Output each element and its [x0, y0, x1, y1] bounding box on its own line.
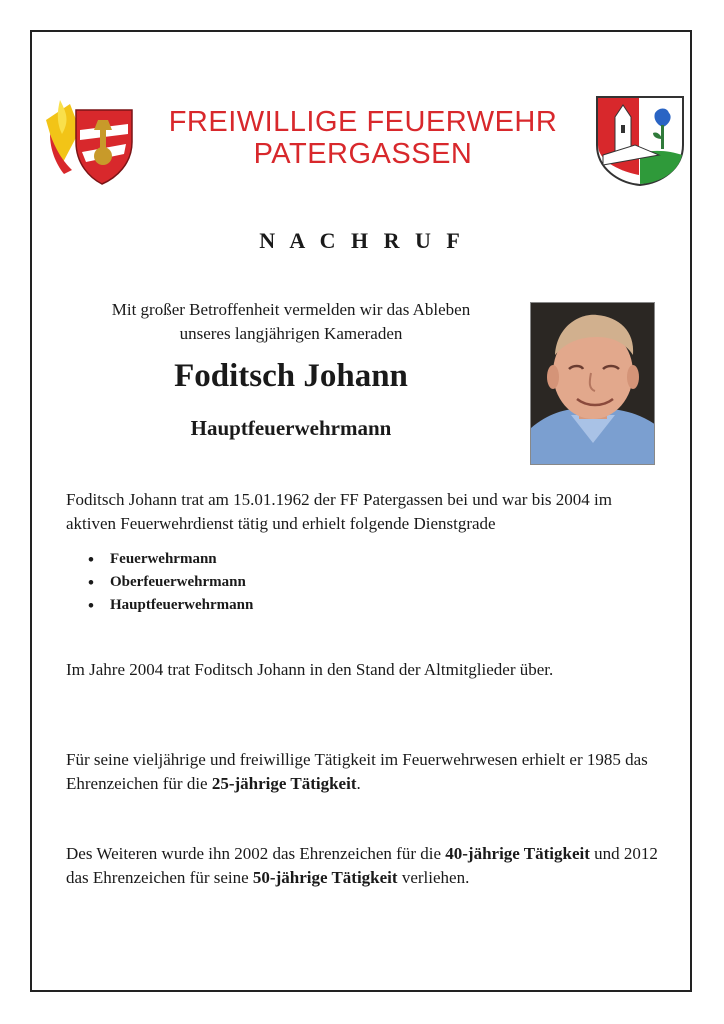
honor-paragraph-1985	[66, 748, 666, 796]
notice-heading: N A C H R U F	[259, 228, 465, 253]
deceased-name: Foditsch Johann	[174, 358, 408, 394]
honor-text: und 2012 das Ehrenzeichen für seine	[66, 844, 658, 887]
fire-brigade-emblem-icon	[36, 90, 136, 186]
list-item: • Hauptfeuerwehrmann	[88, 594, 253, 617]
honor-50-years: 50-jährige Tätigkeit	[252, 868, 398, 887]
municipal-coat-of-arms-icon	[595, 95, 685, 187]
deceased-rank: Hauptfeuerwehrmann	[190, 416, 392, 440]
portrait-photo-icon	[530, 302, 655, 465]
honor-text: verliehen.	[397, 868, 470, 887]
service-paragraph: Foditsch Johann trat am 15.01.1962 der FF Patergassen bei und war bis 2004 im aktiven Feuerwehrdienst tätig und erhielt folgende Dienstgrade	[66, 490, 612, 533]
honor-text: Für seine vieljährige und freiwillige Tätigkeit im Feuerwehrwesen erhielt er 1985 das Ehrenzeichen für die	[66, 750, 648, 793]
list-item: • Oberfeuerwehrmann	[88, 571, 253, 594]
intro-line2: unseres langjährigen Kameraden	[179, 324, 403, 343]
ranks-list	[88, 548, 253, 617]
list-item: • Feuerwehrmann	[88, 548, 253, 571]
honor-text: .	[356, 774, 361, 793]
retirement-paragraph: Im Jahre 2004 trat Foditsch Johann in den Stand der Altmitglieder über.	[66, 660, 554, 679]
organization-title	[140, 106, 586, 170]
intro-line1: Mit großer Betroffenheit vermelden wir das Ableben	[111, 300, 471, 319]
intro-text	[60, 298, 522, 346]
honor-40-years: 40-jährige Tätigkeit	[445, 844, 590, 863]
honor-25-years: 25-jährige Tätigkeit	[211, 774, 357, 793]
org-title-line2: PATERGASSEN	[253, 138, 473, 170]
org-title-line1: FREIWILLIGE FEUERWEHR	[168, 106, 558, 138]
honor-paragraph-2002-2012	[66, 842, 666, 890]
honor-text: Des Weiteren wurde ihn 2002 das Ehrenzeichen für die	[66, 844, 446, 863]
